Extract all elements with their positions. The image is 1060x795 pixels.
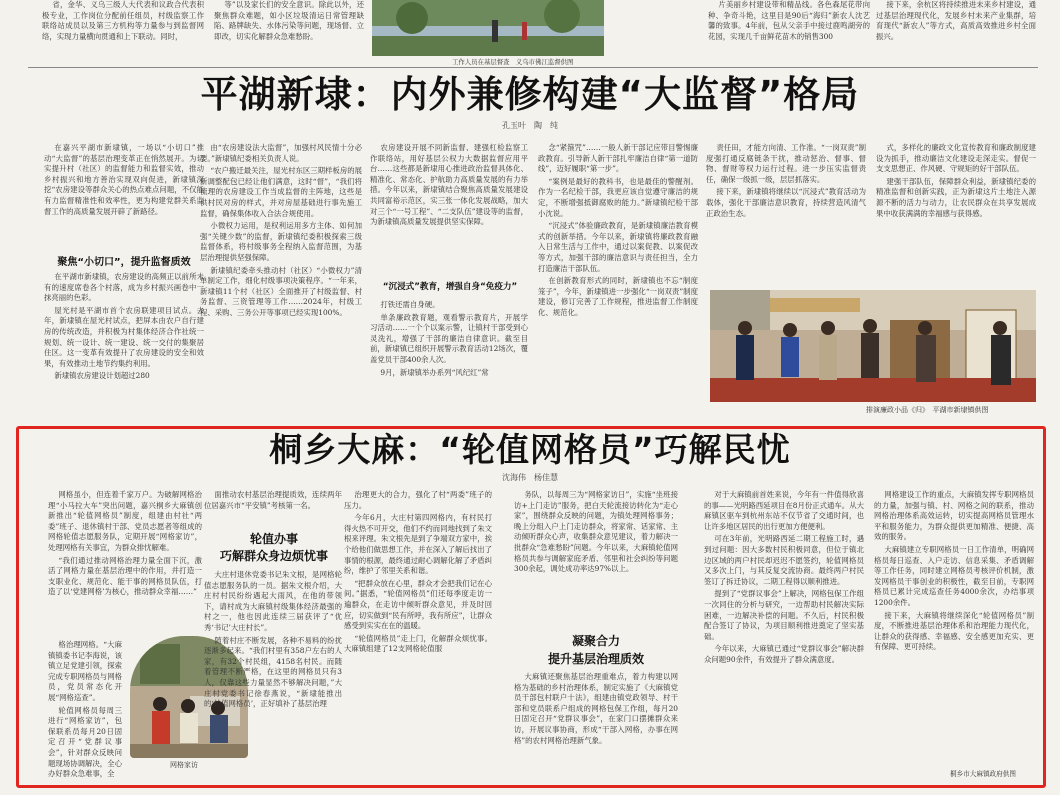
paragraph: 在创新教育形式的同时，新埭镇也不忘“制度笼子”，今年，新埭镇进一步强化“一岗双责”制度建设，修订完善了工作规程，推进监督工作制度化、规范化。 xyxy=(538,276,698,317)
paragraph: 新埭镇农房建设计划超过280 xyxy=(54,371,150,381)
paragraph: 可在3年前，光明路西延二期工程施工时，遇到过问题：因大多数村民积极同意，但位于镇北边区域的两户村民却迟迟不愿签约，轮值网格员又多次上门，与其反复交流协商。最终两户村民签订了拆迁协议，二期工程得以顺利推进。 xyxy=(704,534,864,586)
paragraph: “轮值网格员”走上门，化解群众烦忧事。大麻镇组建了12支网格轮值服 xyxy=(344,633,492,654)
article2-col4b xyxy=(514,672,678,780)
fragment-text: 片美丽乡村建设带和精品线。各色森尾花带向种、争奇斗艳，这里目是90后“海归”新农人沈艺馨的致事。4年前，包从父亲手中接过鹿鸣湖旁的花园，实现几千亩鲜花苗木的销售300 xyxy=(708,0,870,41)
paragraph: 随着村庄不断发展，各种不易料的纷扰逐渐多起来。“我们村里有358户左右的人家，有32个村民组，4158名村民。而随着管理不断严格，在这里的网格员只有3人，仅靠这些力量显然不够解决问题，”大庄村党委书记徐春燕说，“新埭能推出的‘轮值网格员’，正好填补了基层治理 xyxy=(204,635,342,709)
paragraph: 农房建设开展不同新监督、建强杠检监察工作联络站，用好基层公权力大数据监督应用平台……这些都是新埭用心推进政治监督具体化、精准化、常态化、护航助力高质量发展的有力举措。今年以来，新埭镇结合聚焦高质量发展建设共同富裕示范区，实三张一体化发展战略，加大对三个“一号工程”、“二支队伍”建设等的监督，为新埭镇高质量发展提供坚实保障。 xyxy=(370,143,528,227)
paragraph: 网格虽小，但连着千家万户。为破解网格治理“小马拉大车”突出问题，嘉兴桐乡大麻镇创新推出“轮值网格员”制度，组建由村社“两委”班子、退休镇村干部、党员志愿者等组成的网格轮值志愿服务队，定期开展“网格家访”，处理网格有关事宜，为群众排忧解难。 xyxy=(48,490,202,552)
article1-photo xyxy=(710,290,1036,402)
top-fragment-col5 xyxy=(876,0,1036,62)
top-photo-caption: 工作人员在基层督查 义乌市佛江监督供图 xyxy=(452,58,574,66)
top-photo-image xyxy=(372,0,604,56)
paragraph: 责任田，才能方向清、工作准。“一岗双责”制度强打通反腐链条干扰，推动惩治、督事、督物、督财等权力运行过程。进一步压实监督责任，确保一级抓一级，层层抓落实。 xyxy=(706,143,866,184)
article1-col3 xyxy=(370,143,528,271)
article1-col1b xyxy=(44,272,204,418)
article2-col6 xyxy=(874,490,1034,762)
paragraph: 对于大麻镇前首姓来说，今年有一件值得欣喜的事——光明路西延项目在8月份正式通车。从大麻镇区驱车到杭州东站不仅节省了交通时间，也让许多地区居民的出行更加方便便利。 xyxy=(704,490,864,531)
article1-headline: 平湖新埭：内外兼修构建“大监督”格局 xyxy=(200,73,860,116)
article2-col5 xyxy=(704,490,864,780)
paragraph: 建强干部队伍，保障群众利益，新埭镇纪委的精准监督和创新实践，正为新埭这片土地注入源源不断的活力与动力，让农民群众在共享发展成果中收获满满的幸福感与获得感。 xyxy=(876,176,1036,218)
article2-section-head-2a: 凝聚合力 xyxy=(571,634,620,648)
paragraph: 今年6月，大庄村第四网格内，有村民打得火热不可开交，他们不约而同地找到了朱文根来评理。朱文根先是到了争端双方家中，挨个给他们做思想工作，并在深入了解后找出了事情的根源，最终通过耐心调解化解了矛盾纠纷，维护了邻里关系和谐。 xyxy=(344,513,492,576)
paragraph: 轮值网格员每周三进行“网格家访”，包保联系员每月20日固定召开“党群议事会”，针对群众反映问题现场协调解决，全心办好群众急难事，全 xyxy=(48,705,122,779)
paragraph: 面推动农村基层治理提质效，连续两年位居嘉兴市“平安镇”考核第一名。 xyxy=(204,490,342,510)
article1-section-head-2: “沉浸式”教育，增强自身“免疫力” xyxy=(382,282,518,292)
fragment-text: 等”以及家长们的安全意识。除此以外，还聚焦群众难题，如小区垃圾清运日常管理缺陷、路牌缺失、水体污染等问题，现场督、立即改，切实化解群众急难愁盼。 xyxy=(214,0,364,41)
top-fragment-col2 xyxy=(214,0,364,62)
paragraph: 大麻镇建立专职网格员一日工作清单，明确网格员每日巡查、入户走访、信息采集、矛盾调解等工作任务，同时建立网格员考核评价机制，激发网格员干事创业的积极性，截至目前，专职网格员已累计完成巡查任务4000余次，办结事项1200余件。 xyxy=(874,544,1034,607)
article2-col1b xyxy=(48,640,122,780)
paragraph: 新埭镇纪委牵头推动村（社区）“小微权力”清单制定工作，细化村级事项决策程序。“一年来，新埭镇11个村（社区）全面推开了村级监督、村务监督、三资管理等工作……2024年，村级工程、采购、三务公开等事项已经实现100%。 xyxy=(200,265,362,317)
paragraph: 打铁还需自身硬。 xyxy=(380,300,440,309)
article2-photo-caption-right: 桐乡市大麻镇政府供图 xyxy=(950,770,1016,778)
article2-section-head-2b: 提升基层治理质效 xyxy=(547,652,644,666)
article1-col2 xyxy=(200,143,362,418)
article1-section-head: 聚焦“小切口”，提升监督质效 xyxy=(57,257,191,268)
article1-col1 xyxy=(44,143,204,249)
paragraph: 小微权力运用，是权利运用多方主体、如何加强“关键少数”的监督，新埭镇纪委积极探索三级监督体系，将村级事务全程纳入监督范围，为基层治理提供坚强保障。 xyxy=(200,221,362,262)
article2-col2 xyxy=(204,490,342,520)
paragraph: 今年以来，大麻镇已通过“党群议事会”解决群众问题90余件，有效提升了群众满意度。 xyxy=(704,644,864,664)
article2-col2b xyxy=(204,570,342,780)
article1-photo-caption: 排演廉政小品《归》 平湖市新埭镇供图 xyxy=(866,406,989,414)
paragraph: “农户搬迁最关注，屋光村东区三期样板房的展新调整配包已经让他们满意，这时“督”，“我们将梳理的农房建设工作当成监督的主阵地，这些是供村民对房的样式，并对房屋基础进行事先施工监督，确保集体收入合法合规使用。 xyxy=(200,166,362,218)
article2-col4 xyxy=(514,490,678,620)
paragraph: 治理更大的合力，强化了村“两委”班子的压力。 xyxy=(344,490,492,510)
top-fragment-col4 xyxy=(708,0,870,62)
paragraph: 念“紧箍咒”……一般人新干部记应带目警惕廉政教育。引导新人新干部扎牢廉洁自律“第一道防线”，迈好履职“第一步”。 xyxy=(538,143,698,174)
paragraph: 务队，以每周三为“网格家访日”，实施“坐班接访+上门走访”服务，把白天轮流接访转化为“走心家”，围绕群众反映的问题，为镇处理网格事务；晚上分组入户上门走访群众，将家常、话家常、主动倾听群众心声，收集群众意见建议，着力解决一批群众“急难愁盼”问题。今年以来，大麻镇轮值网格员共参与调解家庭矛盾、邻里和社会纠纷等问题300余起，调处成功率达97%以上。 xyxy=(514,490,678,574)
paragraph: 单条廉政教育题，观看警示教育片，开展学习活动……一个个以案示警，让镇村干部受到心灵洗礼，增强了干部的廉洁自律意识。截至目前，新埭镇已组织开展警示教育活动12场次，覆盖党员干部400余人次。 xyxy=(370,312,528,364)
paragraph: 在平湖市新埭镇，农房建设的高频正以前所未有的速度席卷各个村落，成为乡村振兴画卷中一抹亮丽的色彩。 xyxy=(44,272,204,303)
paragraph: 接下来，新埭镇将继续以“沉浸式”教育活动为载体，强化干部廉洁意识教育，持续营造风清气正政治生态。 xyxy=(706,187,866,218)
article2-photo-caption: 网格家访 xyxy=(170,761,198,769)
article1-photo-image xyxy=(710,290,1036,402)
paragraph: 网格建设工作的重点，大麻镇发挥专职网格员的力量，加强与镇、村、网格之间的联系，推动网格治理体系高效运转，切实提高网格员管理水平和服务能力，为群众提供更加精准、便捷、高效的服务。 xyxy=(874,490,1034,542)
article1-col6 xyxy=(876,143,1036,283)
article2-section-head-1b: 巧解群众身边烦忧事 xyxy=(219,549,328,563)
paragraph: 由“农房建设法大监督”，加强村风民情十分必要。”新埭镇纪委相关负责人说。 xyxy=(200,143,362,163)
fragment-text: 省，金华、义乌三级人大代表和议政合代表积极专业，工作岗位分配前任组员，村级监察工作联络站成员以及第三方机构等力量参与到监督网络，实现力量横向贯通和上下联动。同时， xyxy=(42,0,204,41)
article2-byline: 沈海伟 杨佳慧 xyxy=(502,473,558,482)
top-fragment-col1 xyxy=(42,0,204,62)
paragraph: “我们通过推动网格治理力量全面下沉，激活了网格力量在基层治理中的作用，并打造一支职业化、规范化、能干事的网格员队伍，打造了以‘党建网格’为核心，推动群众幸福……” xyxy=(48,555,202,597)
paragraph: 大麻镇还聚焦基层治理重难点，着力构建以网格为基础的乡村治理体系，制定实施了《大麻镇党员干部包村联户十法》，组建由镇党政领导、村干部和党员联系户组成的网格包保工作组，每月20日固定召开“党群议事会”，在家门口摆摊群众来访，开展议事协商，形成“干部入网格，办事在网格”的农村网格治理新气象。 xyxy=(514,672,678,745)
paragraph: “把群众放在心里，群众才会把我们记在心间。”据悉，“轮值网格员”们还每季度走访一遍群众，在走访中倾听群众意见，并及时回应，切实做到“民有所呼，我有所应”，让群众感受到实实在在的温暖。 xyxy=(344,578,492,631)
paragraph: 提到了“党群议事会”上解决，网格包保工作组一次同住的分析与研究，一边帮助村民解决实际困难，一边解决补偿的问题。不久后，村民积极配合签订了协议，为项目顺利推进奠定了坚实基础。 xyxy=(704,589,864,641)
paragraph: 屋光村是平湖市首个农房联建项目试点。去年，新埭镇在屋光村试点，把屏本由农户自行建房的传统改造，并积极为村集体经济合作社统一规划、统一设计、统一建设、统一交付的集聚居住区。这一变革有效提升了农房建设的安全和效果，有效推动土地节约集约利用。 xyxy=(44,305,204,368)
paragraph: “案例是最好的教科书，也是最佳的警醒剂。作为一名纪检干部，我更应该自觉遵守廉洁的规定，不断增强抵御腐败的能力。”新埭镇纪检干部小沈说。 xyxy=(538,176,698,218)
paragraph: “沉浸式”体验廉政教育，是新埭镇廉洁教育模式的创新举措。今年以来，新埭镇将廉政教育融入日常生活与工作中，通过以案促教、以案促改等方式，加强干部的廉洁意识与责任担当，全力打造廉洁干部队伍。 xyxy=(538,221,698,273)
article2-section-head-1a: 轮值办事 xyxy=(249,532,298,546)
article1-col3b xyxy=(370,300,528,418)
paragraph: 大庄村退休党委书记朱文根，是网格轮值志愿服务队的一员。据朱文根介绍，大庄村村民纷纷遇起大雨风，在他的带领下，请村成为大麻镇村级集体经济最强的村之一，他也因此连续三届获评了“优秀‘书记’大庄村长”。 xyxy=(204,570,342,632)
article2-col3 xyxy=(344,490,492,770)
paragraph: 在嘉兴平湖市新埭镇，一场以“小切口”推动“大监督”的基层治理变革正在悄然展开。为切实提升村（社区）的监督能力和监督实效，推动乡村振兴和地方善治实现双向促进，新埭镇深挖“农房建设等群众关心的热点难点问题，不仅能有力监督精准性和效率性，更为构建党群关系监督工作的高质量发展开辟了新路径。 xyxy=(44,143,204,216)
top-photo xyxy=(372,0,604,56)
paragraph: 式，多样化的廉政文化宣传教育和廉政制度建设为抓手，推动廉洁文化建设走深走实。督促一支支思想正、作风硬、守规矩的好干部队伍。 xyxy=(876,143,1036,174)
article1-byline: 孔玉叶 陶 纯 xyxy=(502,121,558,130)
paragraph: 接下来，大麻镇将继续深化“轮值网格员”制度，不断推进基层治理体系和治理能力现代化，让群众的获得感、幸福感、安全感更加充实、更有保障、更可持续。 xyxy=(874,610,1034,652)
article1-col5 xyxy=(706,143,866,283)
paragraph: 9月，新埭镇举办系列“风纪红”常 xyxy=(380,367,489,377)
paragraph: 格治理网格。“大麻镇镇委书记李海说，该镇立足党建引领，探索完成专职网格员与网格员，党员常态化开展“网格巡查”。 xyxy=(48,640,122,702)
article2-headline: 桐乡大麻：“轮值网格员”巧解民忧 xyxy=(269,430,791,469)
article1-col4 xyxy=(538,143,698,418)
top-divider xyxy=(28,67,1038,68)
fragment-text: 接下来，余杭区将持续推进未来乡村建设，通过基层治理现代化，发展乡村未来产业集群，培育现代“新农人”等方式，高质高效推进乡村全面振兴。 xyxy=(876,0,1036,41)
